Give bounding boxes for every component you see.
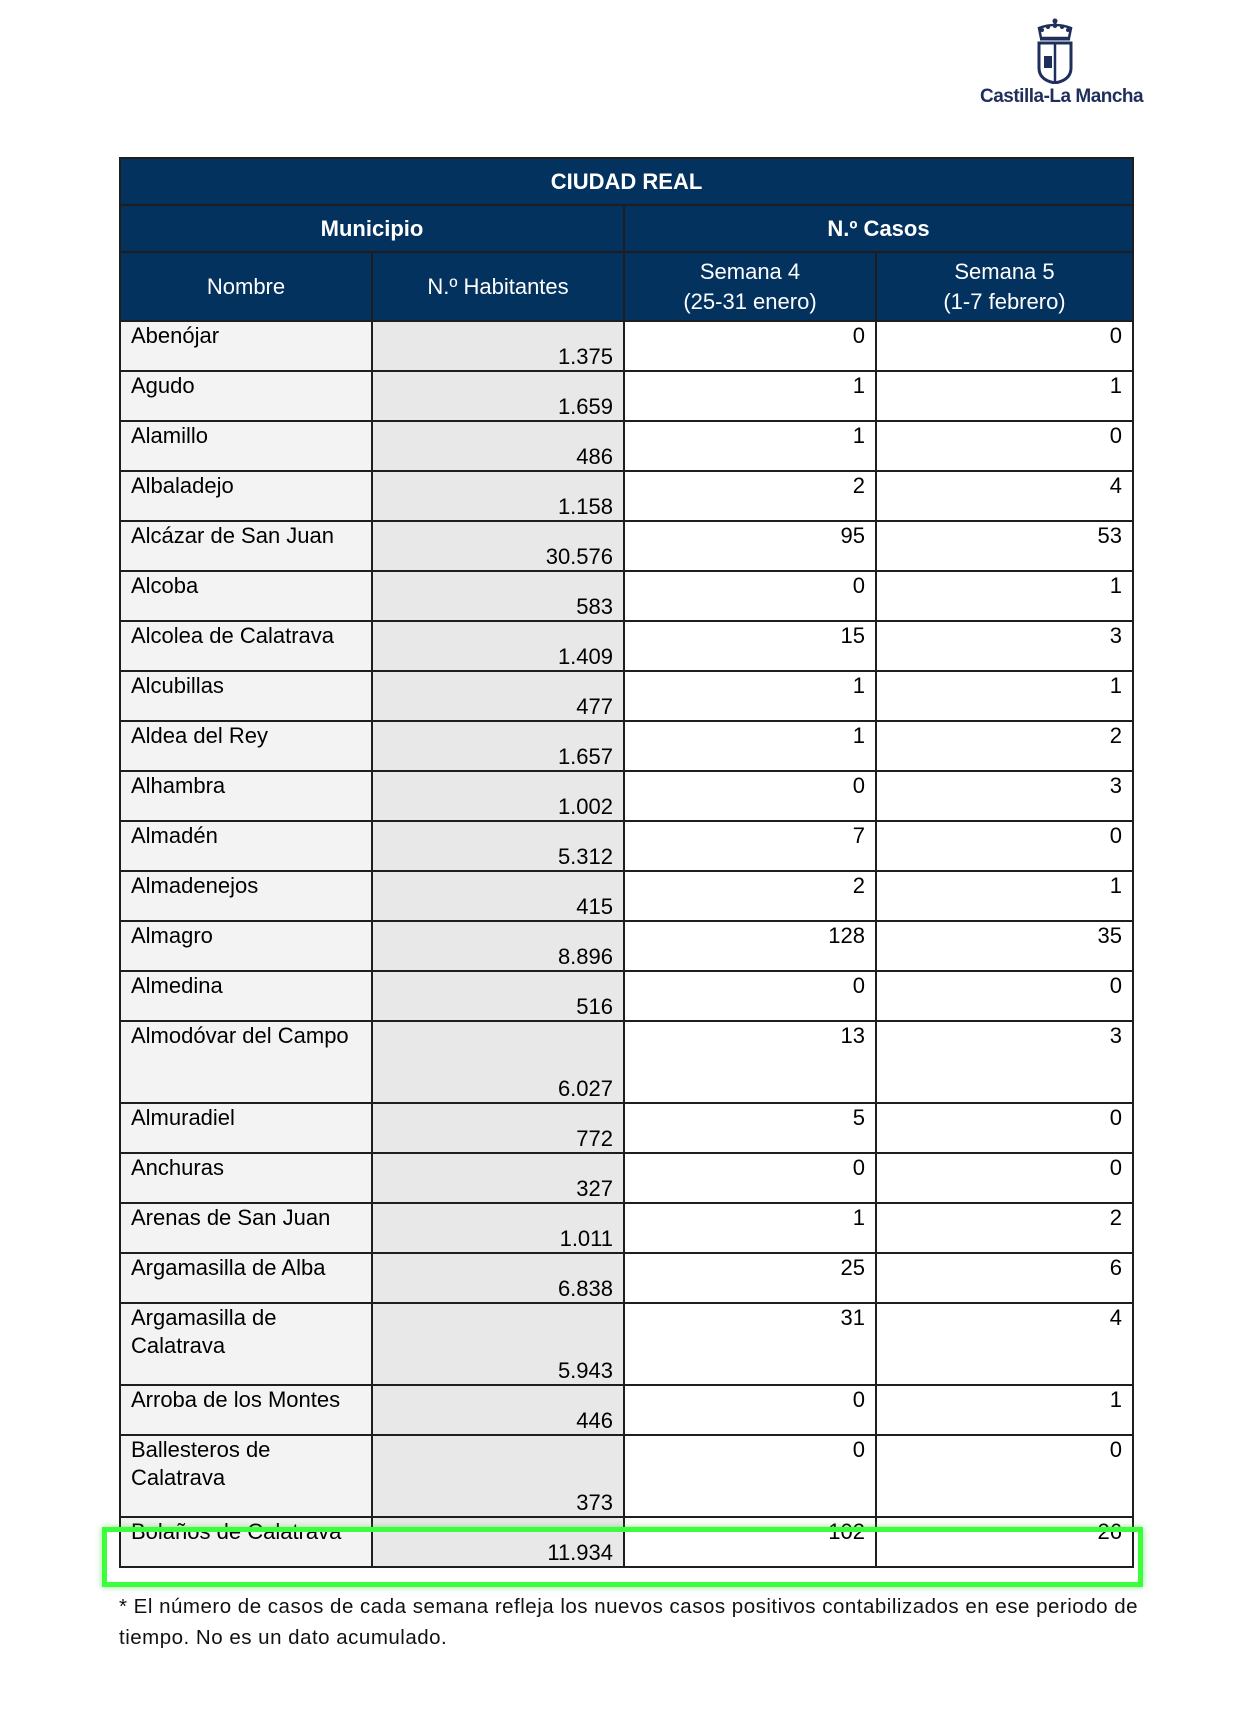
municipio-name: Alamillo (120, 421, 372, 471)
semana5-cases: 3 (876, 771, 1133, 821)
table-row (120, 321, 1133, 371)
municipio-name: Alcázar de San Juan (120, 521, 372, 571)
column-header-semana4 (624, 252, 876, 321)
column-header-semana5 (876, 252, 1133, 321)
logo-text: Castilla-La Mancha (980, 86, 1144, 107)
municipio-name: Anchuras (120, 1153, 372, 1203)
semana4-dates: (25-31 enero) (683, 288, 817, 314)
semana4-cases: 7 (624, 821, 876, 871)
semana4-cases: 95 (624, 521, 876, 571)
table-row (120, 521, 1133, 571)
semana5-cases: 4 (876, 1303, 1133, 1385)
municipio-name: Almadén (120, 821, 372, 871)
municipio-name: Arroba de los Montes (120, 1385, 372, 1435)
table-row (120, 1021, 1133, 1103)
table-body (120, 321, 1133, 1567)
semana4-cases: 25 (624, 1253, 876, 1303)
semana4-cases: 13 (624, 1021, 876, 1103)
municipio-name: Alhambra (120, 771, 372, 821)
table-row (120, 671, 1133, 721)
semana5-cases: 1 (876, 671, 1133, 721)
semana4-cases: 0 (624, 321, 876, 371)
semana5-dates: (1-7 febrero) (943, 288, 1066, 314)
semana4-cases: 1 (624, 671, 876, 721)
semana5-label: Semana 5 (954, 258, 1055, 284)
municipio-name: Almuradiel (120, 1103, 372, 1153)
population-cell: 772 (372, 1103, 624, 1153)
table-row (120, 971, 1133, 1021)
population-cell: 373 (372, 1435, 624, 1517)
population-cell: 1.375 (372, 321, 624, 371)
table-row (120, 1253, 1133, 1303)
semana4-cases: 31 (624, 1303, 876, 1385)
semana5-cases: 0 (876, 421, 1133, 471)
group-header-municipio: Municipio (120, 205, 624, 252)
population-cell: 486 (372, 421, 624, 471)
semana5-cases: 3 (876, 621, 1133, 671)
table-row (120, 921, 1133, 971)
semana4-cases: 1 (624, 371, 876, 421)
population-cell: 1.657 (372, 721, 624, 771)
semana4-cases: 1 (624, 1203, 876, 1253)
semana5-cases: 1 (876, 871, 1133, 921)
municipio-name: Almedina (120, 971, 372, 1021)
semana4-cases: 0 (624, 1153, 876, 1203)
population-cell: 5.943 (372, 1303, 624, 1385)
table-row (120, 1303, 1133, 1385)
municipio-name: Almodóvar del Campo (120, 1021, 372, 1103)
population-cell: 30.576 (372, 521, 624, 571)
semana5-cases: 26 (876, 1517, 1133, 1567)
population-cell: 6.838 (372, 1253, 624, 1303)
semana4-cases: 0 (624, 971, 876, 1021)
semana4-cases: 2 (624, 471, 876, 521)
semana5-cases: 3 (876, 1021, 1133, 1103)
semana5-cases: 0 (876, 1103, 1133, 1153)
semana4-cases: 0 (624, 1435, 876, 1517)
table-row (120, 371, 1133, 421)
castilla-la-mancha-logo (980, 18, 1144, 108)
population-cell: 327 (372, 1153, 624, 1203)
municipio-name: Argamasilla de Alba (120, 1253, 372, 1303)
semana4-cases: 128 (624, 921, 876, 971)
column-header-habitantes: N.º Habitantes (372, 252, 624, 321)
semana4-cases: 5 (624, 1103, 876, 1153)
table-row (120, 421, 1133, 471)
semana5-cases: 0 (876, 821, 1133, 871)
semana5-cases: 35 (876, 921, 1133, 971)
municipio-name: Bolaños de Calatrava (120, 1517, 372, 1567)
table-row (120, 1385, 1133, 1435)
table-row (120, 871, 1133, 921)
semana4-cases: 0 (624, 571, 876, 621)
semana5-cases: 2 (876, 1203, 1133, 1253)
population-cell: 1.659 (372, 371, 624, 421)
population-cell: 1.409 (372, 621, 624, 671)
municipio-name: Alcoba (120, 571, 372, 621)
table-row (120, 771, 1133, 821)
semana5-cases: 0 (876, 1153, 1133, 1203)
population-cell: 8.896 (372, 921, 624, 971)
table-row (120, 821, 1133, 871)
semana5-cases: 0 (876, 321, 1133, 371)
municipio-name: Alcubillas (120, 671, 372, 721)
semana4-cases: 1 (624, 421, 876, 471)
coat-of-arms-icon (1033, 18, 1077, 84)
table-row (120, 1203, 1133, 1253)
municipio-name: Agudo (120, 371, 372, 421)
table-row (120, 1103, 1133, 1153)
municipio-name: Alcolea de Calatrava (120, 621, 372, 671)
table-row (120, 621, 1133, 671)
population-cell: 1.158 (372, 471, 624, 521)
table-row (120, 571, 1133, 621)
semana5-cases: 6 (876, 1253, 1133, 1303)
semana4-cases: 102 (624, 1517, 876, 1567)
population-cell: 446 (372, 1385, 624, 1435)
population-cell: 477 (372, 671, 624, 721)
semana5-cases: 1 (876, 571, 1133, 621)
column-header-nombre: Nombre (120, 252, 372, 321)
semana4-cases: 0 (624, 771, 876, 821)
semana5-cases: 0 (876, 1435, 1133, 1517)
population-cell: 5.312 (372, 821, 624, 871)
municipio-name: Arenas de San Juan (120, 1203, 372, 1253)
group-header-casos: N.º Casos (624, 205, 1133, 252)
semana5-cases: 4 (876, 471, 1133, 521)
semana5-cases: 53 (876, 521, 1133, 571)
semana4-cases: 15 (624, 621, 876, 671)
population-cell: 6.027 (372, 1021, 624, 1103)
municipio-name: Ballesteros de Calatrava (120, 1435, 372, 1517)
semana4-cases: 2 (624, 871, 876, 921)
population-cell: 1.002 (372, 771, 624, 821)
footnote: * El número de casos de cada semana refleja los nuevos casos positivos contabilizados en ese periodo de tiempo. No es un dato acumulado. (119, 1595, 1138, 1649)
municipio-name: Albaladejo (120, 471, 372, 521)
municipio-name: Almadenejos (120, 871, 372, 921)
semana4-label: Semana 4 (699, 258, 801, 284)
semana5-cases: 2 (876, 721, 1133, 771)
semana4-cases: 0 (624, 1385, 876, 1435)
municipio-name: Argamasilla de Calatrava (120, 1303, 372, 1385)
semana5-cases: 0 (876, 971, 1133, 1021)
table-row (120, 1517, 1133, 1567)
semana4-cases: 1 (624, 721, 876, 771)
table-row (120, 1153, 1133, 1203)
semana5-cases: 1 (876, 371, 1133, 421)
municipio-name: Abenójar (120, 321, 372, 371)
cases-table (119, 157, 1134, 1568)
population-cell: 583 (372, 571, 624, 621)
table-row (120, 1435, 1133, 1517)
table-title: CIUDAD REAL (120, 158, 1133, 205)
population-cell: 11.934 (372, 1517, 624, 1567)
population-cell: 516 (372, 971, 624, 1021)
table-row (120, 471, 1133, 521)
population-cell: 1.011 (372, 1203, 624, 1253)
population-cell: 415 (372, 871, 624, 921)
table-row (120, 721, 1133, 771)
municipio-name: Aldea del Rey (120, 721, 372, 771)
municipio-name: Almagro (120, 921, 372, 971)
semana5-cases: 1 (876, 1385, 1133, 1435)
